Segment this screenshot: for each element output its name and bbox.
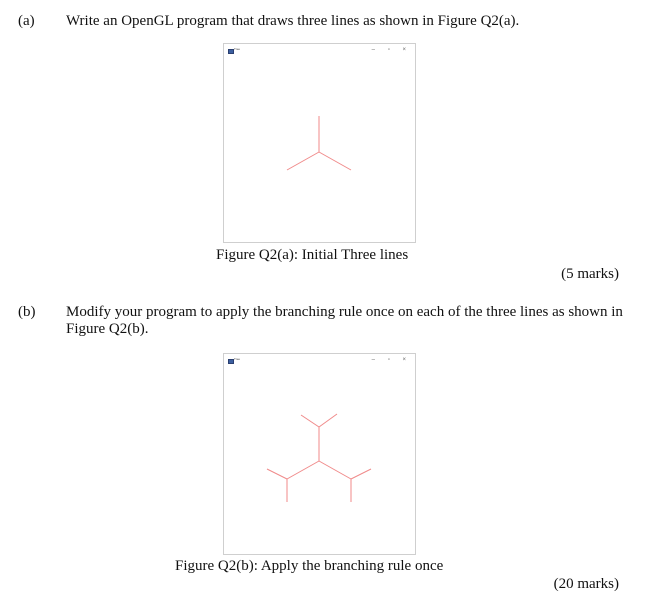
- opengl-canvas-a: [224, 44, 415, 242]
- minimize-icon[interactable]: –: [371, 357, 375, 363]
- minimize-icon[interactable]: –: [371, 47, 375, 53]
- maximize-icon[interactable]: ▫: [387, 357, 390, 363]
- part-a-marks: (5 marks): [561, 266, 619, 282]
- part-b-marks: (20 marks): [553, 576, 619, 592]
- opengl-canvas-b: [224, 354, 415, 554]
- trunk-line-right: [319, 461, 351, 479]
- trunk-line-right: [319, 152, 351, 170]
- figure-q2b-window: [223, 353, 416, 555]
- maximize-icon[interactable]: ▫: [387, 47, 390, 53]
- figure-q2a-window: [223, 43, 416, 243]
- part-b-question: Modify your program to apply the branching rule once on each of the three lines as shown in Figure Q2(b).: [66, 304, 623, 337]
- close-icon[interactable]: ×: [402, 47, 406, 53]
- part-b-label: (b): [18, 304, 36, 320]
- trunk-line-left: [287, 152, 319, 170]
- close-icon[interactable]: ×: [402, 357, 406, 363]
- window-title: Tree: [234, 47, 241, 51]
- branch-up-right: [319, 414, 337, 427]
- branch-up-left: [301, 415, 319, 427]
- part-a-label: (a): [18, 13, 35, 29]
- branch-left-outer: [267, 469, 287, 479]
- branch-right-outer: [351, 469, 371, 479]
- window-title: Tree: [234, 357, 241, 361]
- part-a-question: Write an OpenGL program that draws three lines as shown in Figure Q2(a).: [66, 13, 520, 29]
- figure-q2a-caption: Figure Q2(a): Initial Three lines: [216, 247, 409, 263]
- figure-q2b-caption: Figure Q2(b): Apply the branching rule once: [175, 558, 444, 574]
- trunk-line-left: [287, 461, 319, 479]
